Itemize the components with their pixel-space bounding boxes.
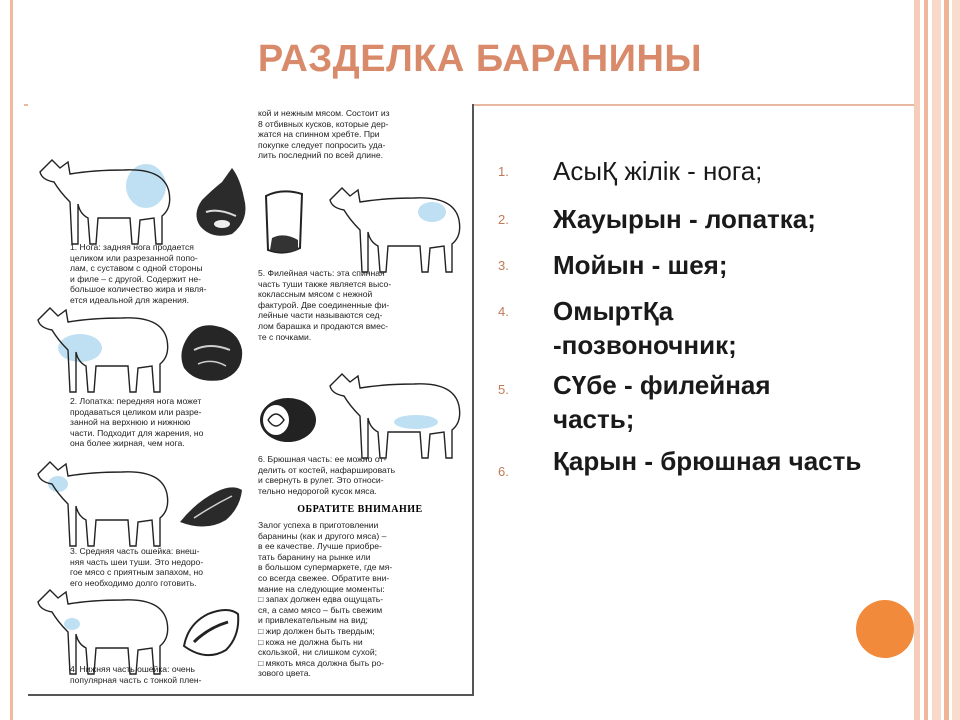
shoulder-cut-image	[176, 320, 246, 384]
loin-cut-image	[258, 188, 310, 258]
list-number: 5.	[498, 382, 509, 397]
note-leg: 1. Нога: задняя нога продается целиком или разрезанной попо- лам, с суставом с одной стороны и филе – с другой. Содержит не- большое количество жира и явля- ется идеальной для жарения.	[70, 242, 207, 305]
belly-roll-image	[256, 394, 322, 446]
sheep-leg-diagram	[34, 152, 184, 250]
lower-neck-cut-image	[178, 602, 244, 662]
decorative-orange-circle	[856, 600, 914, 658]
sheep-belly-diagram	[324, 366, 474, 464]
list-text: Жауырын - лопатка;	[553, 204, 816, 234]
note-loin: 5. Филейная часть: эта спинная часть туши также является высо- коклассным мясом с нежной фактурой. Две соединенные фи- лейные части называются сед- лом барашка и продаются вмес- те с почками.	[258, 268, 392, 342]
list-number: 6.	[498, 464, 509, 479]
note-belly: 6. Брюшная часть: ее можно от- делить от костей, нафаршировать и свернуть в рулет. Это относи- тельно недорогой кусок мяса.	[258, 454, 396, 496]
left-border-line	[10, 0, 13, 720]
sheep-neck-diagram	[32, 454, 182, 552]
book-page-illustration	[28, 104, 474, 696]
note-shoulder: 2. Лопатка: передняя нога может продаваться целиком или разре- занной на верхнюю и нижнюю части. Подходит для жарения, но она более жирная, чем нога.	[70, 396, 204, 449]
list-number: 2.	[498, 212, 509, 227]
right-stripes	[914, 0, 960, 720]
list-text: АсыҚ жілік - нога;	[553, 156, 763, 186]
list-text: Мойын - шея;	[553, 250, 728, 280]
slide-title: РАЗДЕЛКА БАРАНИНЫ	[257, 38, 703, 80]
list-number: 1.	[498, 164, 509, 179]
list-text: СҮбе - филейная часть;	[553, 370, 771, 434]
attention-text: Залог успеха в приготовлении баранины (как и другого мяса) – в ее качестве. Лучше приобре- тать баранину на рынке или в большом супермаркете, где мя- со всегда свежее. Обратите вни- мание на следующие моменты: □ запах должен едва ощущать- ся, а само мясо – быть свежим и привлекательным на вид; □ жир должен быть твердым; □ кожа не должна быть ни скользкой, ни слишком сухой; □ мякоть мяса должна быть ро- зового цвета.	[258, 520, 393, 679]
sheep-loin-diagram	[324, 180, 474, 278]
note-lower-neck: 4. Нижняя часть ошейка: очень популярная часть с тонкой плен-	[70, 664, 202, 685]
leg-cut-image	[192, 168, 250, 238]
neck-cut-image	[176, 482, 246, 532]
list-text: Қарын - брюшная часть	[553, 446, 862, 476]
sheep-shoulder-diagram	[32, 300, 182, 398]
list-number: 3.	[498, 258, 509, 273]
note-middle-neck: 3. Средняя часть ошейка: внеш- няя часть шеи туши. Это недоро- гое мясо с приятным запахом, но его необходимо долго готовить.	[70, 546, 204, 588]
list-number: 4.	[498, 304, 509, 319]
attention-heading: ОБРАТИТЕ ВНИМАНИЕ	[297, 504, 423, 515]
list-text: ОмыртҚа -позвоночник;	[553, 296, 737, 360]
note-continued: кой и нежным мясом. Состоит из 8 отбивных кусков, которые дер- жатся на спинном хребте. При покупке следует попросить уда- лить последний по всей длине.	[258, 108, 390, 161]
